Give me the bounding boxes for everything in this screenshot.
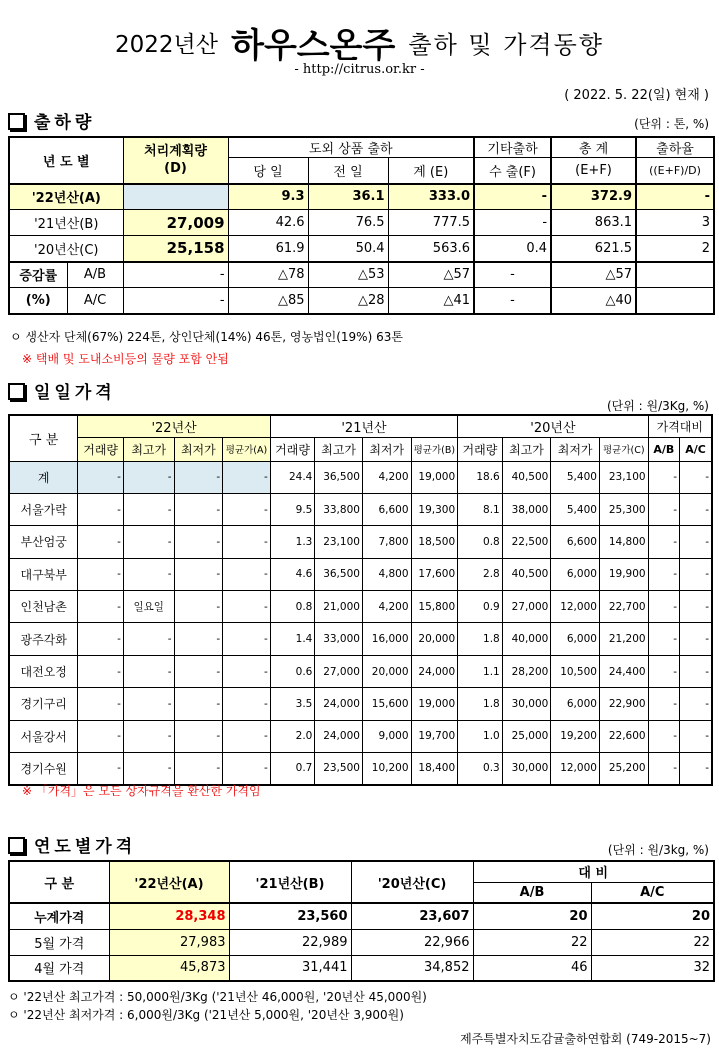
cell-high: -: [123, 720, 174, 752]
cell-low: -: [174, 753, 223, 785]
cell-plan: -: [123, 262, 228, 288]
cell-high: 36,500: [315, 558, 363, 590]
market-name: 서울가락: [9, 493, 78, 525]
cell-high: 일요일: [123, 591, 174, 623]
cell-volume: -: [78, 591, 124, 623]
cell-sum: 777.5: [388, 210, 474, 236]
row-label: '22년산(A): [9, 184, 123, 210]
cell-ab: -: [648, 461, 679, 493]
th-y21: '21년산: [270, 415, 457, 437]
cell-avg: 19,000: [411, 461, 458, 493]
table-row: [9, 753, 712, 785]
cell-a: 28,348: [109, 903, 229, 929]
th-volume: 거래량: [270, 437, 315, 461]
cell-low: -: [174, 526, 223, 558]
th-plan: 처리계획량 (D): [123, 137, 228, 184]
yearly-note-2: ㅇ '22년산 최저가격 : 6,000원/3Kg ('21년산 5,000원, '20년산 3,900원): [8, 1008, 404, 1022]
cell-low: 19,200: [551, 720, 600, 752]
cell-prev: 36.1: [308, 184, 388, 210]
cell-volume: -: [78, 753, 124, 785]
shipment-title-text: 출하량: [34, 113, 96, 133]
cell-volume: 1.1: [458, 655, 503, 687]
cell-high: 33,800: [315, 493, 363, 525]
cell-low: 6,000: [551, 623, 600, 655]
cell-avg: 21,200: [599, 623, 648, 655]
cell-volume: 0.8: [270, 591, 315, 623]
cell-ac: 22: [591, 929, 714, 955]
cell-ab: -: [648, 655, 679, 687]
th-compare: 가격대비: [648, 415, 712, 437]
th-avg: 평균가(C): [599, 437, 648, 461]
cell-volume: -: [78, 558, 124, 590]
cell-today: 61.9: [228, 236, 308, 262]
cell-avg: 22,600: [599, 720, 648, 752]
cell-export: -: [474, 210, 551, 236]
th-high: 최고가: [502, 437, 551, 461]
cell-volume: 8.1: [458, 493, 503, 525]
cell-volume: 1.8: [458, 623, 503, 655]
cell-export: -: [474, 184, 551, 210]
table-row: [9, 655, 712, 687]
th-low: 최저가: [362, 437, 411, 461]
shipment-table: [8, 136, 715, 315]
table-row: [9, 623, 712, 655]
market-name: 경기수원: [9, 753, 78, 785]
cell-sum: △41: [388, 288, 474, 314]
table-row: [9, 210, 714, 236]
cell-prev: 50.4: [308, 236, 388, 262]
cell-a: 27,983: [109, 929, 229, 955]
th-today: 당 일: [228, 158, 308, 184]
cell-ac: 20: [591, 903, 714, 929]
th-volume: 거래량: [78, 437, 124, 461]
th-sum: 계 (E): [388, 158, 474, 184]
cell-ac: -: [679, 623, 712, 655]
cell-avg: -: [223, 558, 271, 590]
table-row: [9, 493, 712, 525]
cell-volume: -: [78, 461, 124, 493]
cell-low: -: [174, 558, 223, 590]
cell-ab: 22: [473, 929, 591, 955]
cell-avg: 22,700: [599, 591, 648, 623]
th-rate-code: ((E+F)/D): [636, 158, 714, 184]
cell-ac: -: [679, 558, 712, 590]
cell-a: 45,873: [109, 955, 229, 981]
cell-avg: -: [223, 526, 271, 558]
site-url: - http://citrus.or.kr -: [294, 62, 425, 77]
cell-high: 23,100: [315, 526, 363, 558]
cell-volume: 0.8: [458, 526, 503, 558]
cell-high: 24,000: [315, 720, 363, 752]
cell-plan: 27,009: [123, 210, 228, 236]
change-pct-label: (%): [9, 288, 67, 314]
cell-avg: 20,000: [411, 623, 458, 655]
th-ac: A/C: [591, 882, 714, 903]
cell-total: 621.5: [551, 236, 636, 262]
cell-ab: -: [648, 493, 679, 525]
cell-high: 24,000: [315, 688, 363, 720]
cell-volume: 1.3: [270, 526, 315, 558]
cell-total: 863.1: [551, 210, 636, 236]
cell-volume: 2.8: [458, 558, 503, 590]
title-sub: 출하 및 가격동향: [408, 31, 604, 59]
th-high: 최고가: [315, 437, 363, 461]
cell-high: 40,500: [502, 461, 551, 493]
cell-volume: 1.4: [270, 623, 315, 655]
cell-high: 40,500: [502, 558, 551, 590]
table-row: [9, 526, 712, 558]
th-total-code: (E+F): [551, 158, 636, 184]
cell-ab: -: [648, 558, 679, 590]
shipment-note-1: ㅇ 생산자 단체(67%) 224톤, 상인단체(14%) 46톤, 영농법인(19%) 63톤: [10, 330, 403, 344]
cell-ab: 46: [473, 955, 591, 981]
market-name: 인천남촌: [9, 591, 78, 623]
table-row: [9, 955, 714, 981]
cell-prev: 76.5: [308, 210, 388, 236]
cell-low: 7,800: [362, 526, 411, 558]
cell-high: -: [123, 623, 174, 655]
th-avg: 평균가(A): [223, 437, 271, 461]
cell-volume: 0.3: [458, 753, 503, 785]
cell-avg: 14,800: [599, 526, 648, 558]
cell-total: △57: [551, 262, 636, 288]
th-ab: A/B: [648, 437, 679, 461]
cell-low: 12,000: [551, 753, 600, 785]
cell-today: 9.3: [228, 184, 308, 210]
cell-high: 38,000: [502, 493, 551, 525]
cell-low: 10,200: [362, 753, 411, 785]
cell-ac: -: [679, 688, 712, 720]
cell-ab: -: [648, 688, 679, 720]
cell-today: △85: [228, 288, 308, 314]
th-avg: 평균가(B): [411, 437, 458, 461]
footer-org: 제주특별자치도감귤출하연합회 (749-2015~7): [460, 1032, 711, 1046]
th-y22: '22년산: [78, 415, 270, 437]
cell-export: 0.4: [474, 236, 551, 262]
cell-plan: 25,158: [123, 236, 228, 262]
cell-volume: -: [78, 688, 124, 720]
cell-avg: -: [223, 493, 271, 525]
cell-avg: 23,100: [599, 461, 648, 493]
cell-c: 22,966: [351, 929, 473, 955]
cell-ab: -: [648, 623, 679, 655]
table-row: [9, 558, 712, 590]
daily-unit: (단위 : 원/3Kg, %): [606, 399, 709, 413]
cell-rate: -: [636, 184, 714, 210]
checkbox-icon: [8, 383, 25, 400]
cell-ac: -: [679, 526, 712, 558]
row-label: A/B: [67, 262, 123, 288]
cell-volume: 0.7: [270, 753, 315, 785]
page-title: [0, 18, 719, 66]
cell-plan: -: [123, 288, 228, 314]
cell-high: 27,000: [502, 591, 551, 623]
table-row: [9, 929, 714, 955]
yearly-title-text: 연도별가격: [34, 837, 137, 857]
cell-ac: -: [679, 461, 712, 493]
cell-rate: 3: [636, 210, 714, 236]
cell-avg: 19,700: [411, 720, 458, 752]
market-name: 경기구리: [9, 688, 78, 720]
cell-high: -: [123, 493, 174, 525]
row-label: 누계가격: [9, 903, 109, 929]
cell-avg: 18,500: [411, 526, 458, 558]
th-domestic: 도외 상품 출하: [228, 137, 474, 158]
cell-volume: 18.6: [458, 461, 503, 493]
checkbox-icon: [8, 837, 25, 854]
th-y22: '22년산(A): [109, 861, 229, 903]
cell-high: 40,000: [502, 623, 551, 655]
table-row: [9, 688, 712, 720]
th-low: 최저가: [551, 437, 600, 461]
th-y20: '20년산(C): [351, 861, 473, 903]
cell-ac: -: [679, 493, 712, 525]
cell-high: -: [123, 526, 174, 558]
table-row: [9, 461, 712, 493]
change-label: 증감률: [9, 262, 67, 288]
cell-avg: -: [223, 688, 271, 720]
cell-ac: -: [679, 591, 712, 623]
cell-rate: [636, 288, 714, 314]
cell-avg: 17,600: [411, 558, 458, 590]
cell-volume: 24.4: [270, 461, 315, 493]
th-ab: A/B: [473, 882, 591, 903]
cell-export: -: [474, 262, 551, 288]
cell-avg: -: [223, 461, 271, 493]
yearly-price-table: [8, 860, 715, 982]
cell-volume: -: [78, 623, 124, 655]
cell-ac: -: [679, 655, 712, 687]
cell-low: 20,000: [362, 655, 411, 687]
cell-low: 15,600: [362, 688, 411, 720]
row-label: '21년산(B): [9, 210, 123, 236]
shipment-unit: (단위 : 톤, %): [634, 117, 709, 131]
cell-high: -: [123, 688, 174, 720]
cell-b: 23,560: [229, 903, 351, 929]
cell-ac: -: [679, 753, 712, 785]
cell-low: 6,600: [362, 493, 411, 525]
cell-prev: △28: [308, 288, 388, 314]
table-row: [9, 591, 712, 623]
cell-low: -: [174, 493, 223, 525]
cell-sum: 333.0: [388, 184, 474, 210]
cell-high: 30,000: [502, 753, 551, 785]
cell-total: 372.9: [551, 184, 636, 210]
th-rate: 출하율: [636, 137, 714, 158]
th-prev: 전 일: [308, 158, 388, 184]
cell-ab: -: [648, 720, 679, 752]
cell-ab: -: [648, 526, 679, 558]
table-row: [9, 903, 714, 929]
cell-avg: -: [223, 720, 271, 752]
th-y20: '20년산: [458, 415, 648, 437]
row-label: '20년산(C): [9, 236, 123, 262]
cell-volume: 9.5: [270, 493, 315, 525]
cell-high: -: [123, 461, 174, 493]
cell-low: 5,400: [551, 461, 600, 493]
cell-high: 28,200: [502, 655, 551, 687]
yearly-section-title: [8, 832, 136, 857]
th-export: 수 출(F): [474, 158, 551, 184]
table-row: [9, 288, 714, 314]
cell-high: 33,000: [315, 623, 363, 655]
row-label: 5월 가격: [9, 929, 109, 955]
market-name: 대구북부: [9, 558, 78, 590]
market-name: 서울강서: [9, 720, 78, 752]
cell-b: 31,441: [229, 955, 351, 981]
cell-low: 6,000: [551, 558, 600, 590]
title-year: 2022년산: [115, 32, 218, 58]
market-name: 계: [9, 461, 78, 493]
cell-rate: 2: [636, 236, 714, 262]
cell-low: -: [174, 461, 223, 493]
yearly-note-1: ㅇ '22년산 최고가격 : 50,000원/3Kg ('21년산 46,000원, '20년산 45,000원): [8, 990, 427, 1004]
cell-ac: 32: [591, 955, 714, 981]
cell-sum: 563.6: [388, 236, 474, 262]
cell-low: 10,500: [551, 655, 600, 687]
cell-high: 27,000: [315, 655, 363, 687]
cell-avg: 24,000: [411, 655, 458, 687]
daily-section-title: [8, 378, 116, 403]
cell-high: 25,000: [502, 720, 551, 752]
daily-note: ※ 「가격」은 모든 상자규격을 환산한 가격임: [22, 784, 261, 798]
cell-low: -: [174, 623, 223, 655]
cell-volume: -: [78, 493, 124, 525]
cell-high: 30,000: [502, 688, 551, 720]
cell-avg: -: [223, 591, 271, 623]
cell-avg: 22,900: [599, 688, 648, 720]
cell-low: 9,000: [362, 720, 411, 752]
cell-low: -: [174, 655, 223, 687]
yearly-unit: (단위 : 원/3kg, %): [607, 843, 709, 857]
market-name: 부산엄궁: [9, 526, 78, 558]
th-total: 총 계: [551, 137, 636, 158]
cell-volume: -: [78, 655, 124, 687]
th-year: 년 도 별: [9, 137, 123, 184]
table-row: [9, 262, 714, 288]
cell-plan: [123, 184, 228, 210]
cell-avg: 19,300: [411, 493, 458, 525]
cell-c: 34,852: [351, 955, 473, 981]
cell-low: -: [174, 688, 223, 720]
cell-prev: △53: [308, 262, 388, 288]
cell-volume: 1.8: [458, 688, 503, 720]
th-other: 기타출하: [474, 137, 551, 158]
cell-volume: 0.9: [458, 591, 503, 623]
cell-today: △78: [228, 262, 308, 288]
cell-low: 4,800: [362, 558, 411, 590]
daily-title-text: 일일가격: [34, 383, 116, 403]
cell-volume: 4.6: [270, 558, 315, 590]
cell-avg: 24,400: [599, 655, 648, 687]
cell-sum: △57: [388, 262, 474, 288]
cell-low: 16,000: [362, 623, 411, 655]
cell-low: 4,200: [362, 461, 411, 493]
title-main: 하우스온주: [231, 26, 396, 66]
cell-volume: -: [78, 526, 124, 558]
shipment-note-2: ※ 택배 및 도내소비등의 물량 포함 안됨: [22, 352, 229, 366]
cell-c: 23,607: [351, 903, 473, 929]
cell-high: -: [123, 655, 174, 687]
cell-low: 5,400: [551, 493, 600, 525]
table-row: [9, 236, 714, 262]
market-name: 대전오정: [9, 655, 78, 687]
cell-ab: -: [648, 753, 679, 785]
cell-avg: 25,200: [599, 753, 648, 785]
th-low: 최저가: [174, 437, 223, 461]
cell-ab: -: [648, 591, 679, 623]
th-volume: 거래량: [458, 437, 503, 461]
cell-avg: 18,400: [411, 753, 458, 785]
cell-high: -: [123, 558, 174, 590]
cell-high: -: [123, 753, 174, 785]
cell-volume: -: [78, 720, 124, 752]
cell-avg: 25,300: [599, 493, 648, 525]
cell-high: 23,500: [315, 753, 363, 785]
cell-low: 6,600: [551, 526, 600, 558]
th-ac: A/C: [679, 437, 712, 461]
row-label: A/C: [67, 288, 123, 314]
table-row: [9, 184, 714, 210]
cell-avg: -: [223, 655, 271, 687]
th-y21: '21년산(B): [229, 861, 351, 903]
cell-low: 4,200: [362, 591, 411, 623]
cell-volume: 0.6: [270, 655, 315, 687]
cell-low: -: [174, 591, 223, 623]
cell-avg: 15,800: [411, 591, 458, 623]
cell-avg: 19,900: [599, 558, 648, 590]
table-row: [9, 720, 712, 752]
cell-volume: 3.5: [270, 688, 315, 720]
th-compare: 대 비: [473, 861, 714, 882]
cell-export: -: [474, 288, 551, 314]
cell-today: 42.6: [228, 210, 308, 236]
shipment-section-title: [8, 108, 95, 133]
as-of-date: ( 2022. 5. 22(일) 현재 ): [564, 88, 709, 103]
market-name: 광주각화: [9, 623, 78, 655]
cell-avg: -: [223, 623, 271, 655]
th-gubun: 구 분: [9, 861, 109, 903]
cell-avg: 19,000: [411, 688, 458, 720]
cell-avg: -: [223, 753, 271, 785]
cell-volume: 2.0: [270, 720, 315, 752]
cell-high: 22,500: [502, 526, 551, 558]
cell-ac: -: [679, 720, 712, 752]
checkbox-icon: [8, 113, 25, 130]
cell-low: 12,000: [551, 591, 600, 623]
th-gubun: 구 분: [9, 415, 78, 461]
th-high: 최고가: [123, 437, 174, 461]
cell-low: -: [174, 720, 223, 752]
row-label: 4월 가격: [9, 955, 109, 981]
cell-high: 36,500: [315, 461, 363, 493]
cell-high: 21,000: [315, 591, 363, 623]
cell-low: 6,000: [551, 688, 600, 720]
cell-ab: 20: [473, 903, 591, 929]
cell-b: 22,989: [229, 929, 351, 955]
cell-total: △40: [551, 288, 636, 314]
cell-rate: [636, 262, 714, 288]
cell-volume: 1.0: [458, 720, 503, 752]
daily-price-table: [8, 414, 713, 786]
